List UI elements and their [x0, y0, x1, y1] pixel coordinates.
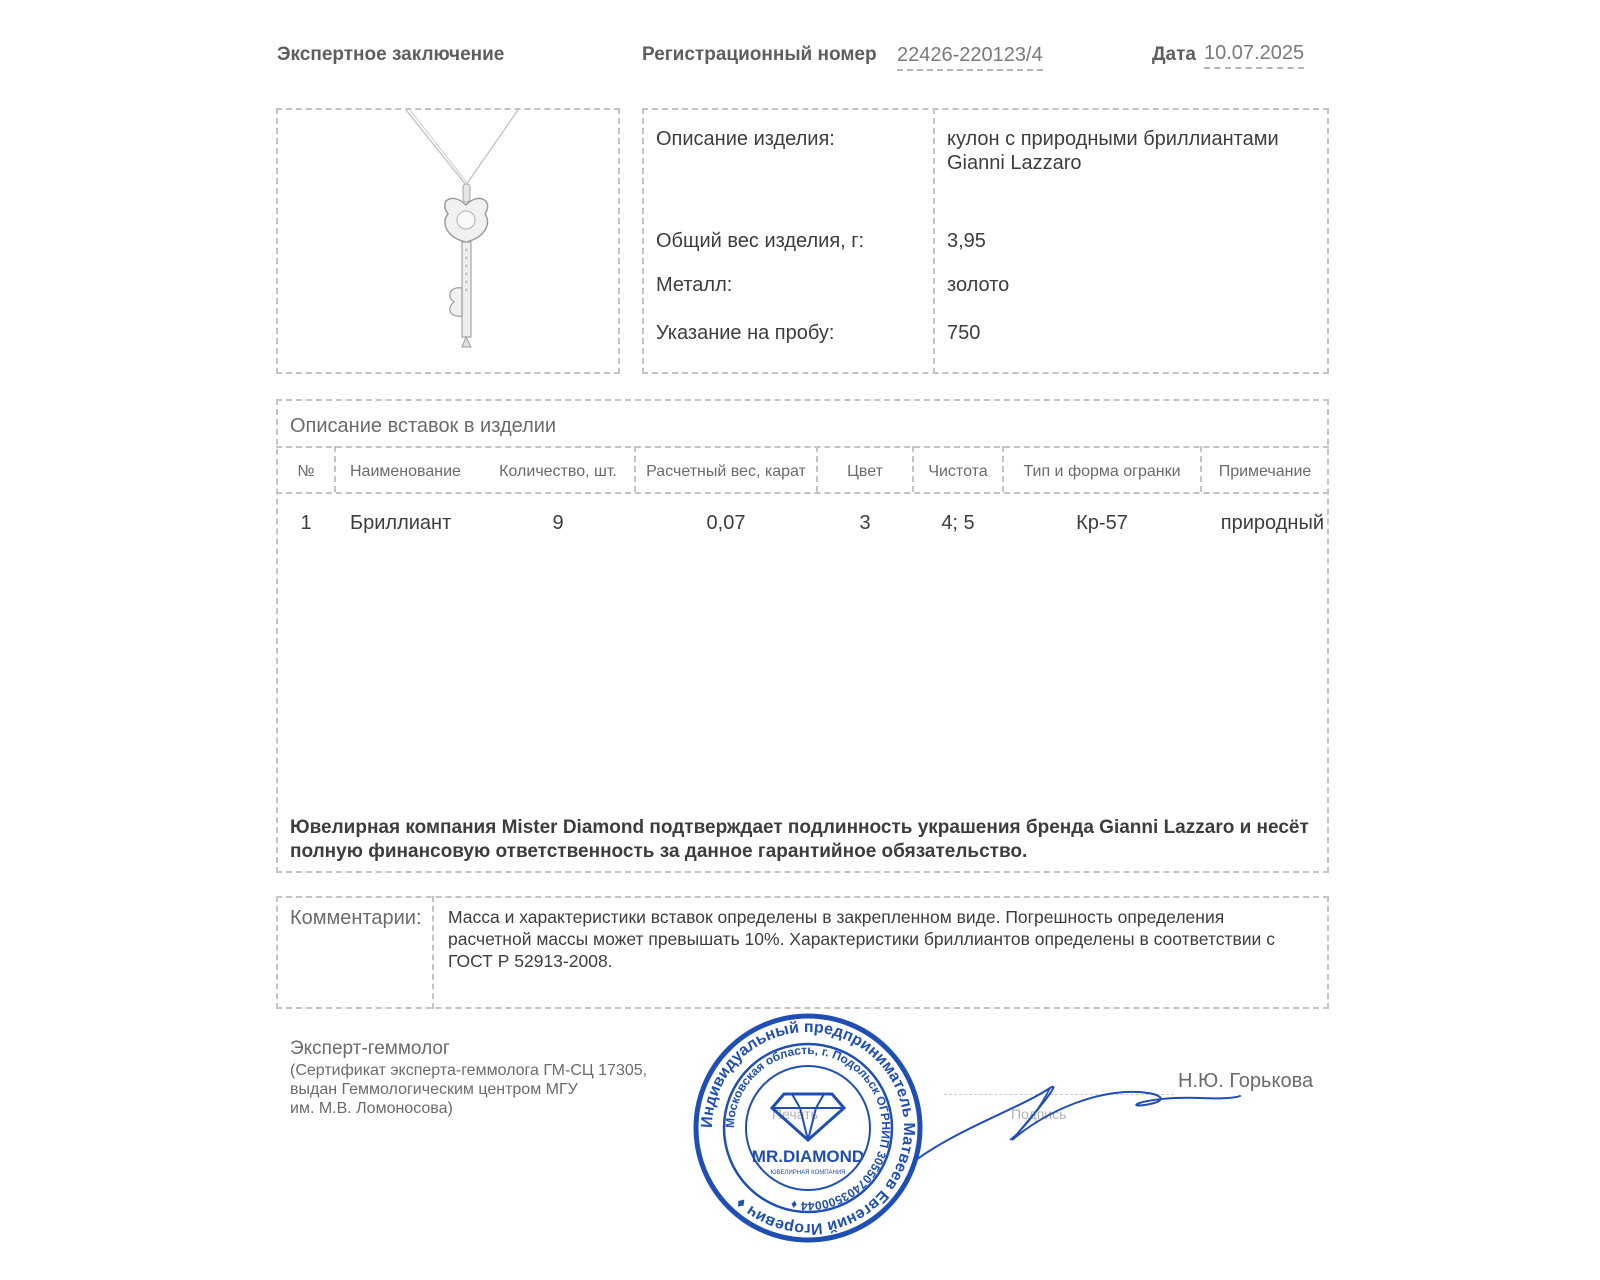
col-header-cut: Тип и форма огранки: [1023, 463, 1181, 480]
comments-label: Комментарии:: [290, 907, 422, 929]
signature-placeholder-label: Подпись: [1011, 1106, 1067, 1122]
description-value-line2: Gianni Lazzaro: [947, 152, 1082, 174]
description-value-line1: кулон с природными бриллиантами: [947, 128, 1279, 150]
cert-line1: (Сертификат эксперта-геммолога ГМ-СЦ 17305,: [290, 1062, 648, 1079]
col-header-color: Цвет: [847, 463, 883, 480]
stamp-placeholder-label: Печать: [772, 1106, 818, 1122]
weight-label: Общий вес изделия, г:: [656, 230, 865, 252]
weight-value: 3,95: [947, 230, 986, 252]
comments-line2: расчетной массы может превышать 10%. Характеристики бриллиантов определены в соответствии с: [448, 929, 1275, 949]
col-header-clarity: Чистота: [928, 463, 988, 480]
cert-line3: им. М.В. Ломоносова): [290, 1100, 453, 1117]
inserts-header-bottom-line: [276, 492, 1329, 494]
guarantee-line2: полную финансовую ответственность за данное гарантийное обязательство.: [290, 841, 1028, 862]
description-label: Описание изделия:: [656, 128, 835, 150]
metal-value: золото: [947, 274, 1010, 296]
row-name: Бриллиант: [350, 512, 452, 534]
guarantee-line1: Ювелирная компания Mister Diamond подтверждает подлинность украшения бренда Gianni Lazzaro и несёт: [290, 817, 1309, 838]
product-photo-box: [276, 108, 620, 374]
expert-title: Эксперт-геммолог: [290, 1038, 450, 1059]
cert-line2: выдан Геммологическим центром МГУ: [290, 1081, 578, 1098]
metal-label: Металл:: [656, 274, 733, 296]
row-cut: Кр-57: [1076, 512, 1128, 534]
row-note: природный: [1220, 512, 1324, 534]
row-quantity: 9: [552, 512, 564, 534]
probe-label: Указание на пробу:: [656, 322, 835, 344]
company-stamp: [692, 1012, 924, 1244]
expert-name: Н.Ю. Горькова: [1178, 1070, 1314, 1092]
inserts-title: Описание вставок в изделии: [290, 415, 557, 437]
item-info-divider: [933, 108, 935, 374]
date-value: 10.07.2025: [1204, 42, 1304, 69]
guarantee-statement: [290, 816, 1309, 864]
date-label: Дата: [1152, 44, 1196, 65]
row-color: 3: [859, 512, 871, 534]
pendant-key-image: [278, 110, 618, 372]
col-header-number: №: [297, 463, 315, 480]
col-header-weight: Расчетный вес, карат: [646, 463, 806, 480]
reg-number-value: 22426-220123/4: [897, 44, 1043, 71]
comments-line3: ГОСТ Р 52913-2008.: [448, 951, 613, 971]
comments-line1: Масса и характеристики вставок определены в закрепленном виде. Погрешность определения: [448, 907, 1225, 927]
stamp-inner-ring-text: Московская область, г. Подольск ОГРНИП 305507403500044 ♦: [722, 1042, 894, 1214]
col-header-note: Примечание: [1218, 463, 1312, 480]
stamp-brand-sub: ЮВЕЛИРНАЯ КОМПАНИЯ: [770, 1170, 846, 1176]
handwritten-signature: [900, 1068, 1250, 1168]
comments-divider: [432, 896, 434, 1009]
probe-value: 750: [947, 322, 981, 344]
row-weight: 0,07: [706, 512, 746, 534]
row-clarity: 4; 5: [941, 512, 975, 534]
diamond-logo-icon: [772, 1094, 844, 1140]
col-header-name: Наименование: [350, 463, 461, 480]
stamp-outer-ring-text: Индивидуальный предприниматель Матвеев Евгений Игоревич ♦: [698, 1018, 918, 1238]
inserts-header-top-line: [276, 446, 1329, 448]
col-header-quantity: Количество, шт.: [499, 463, 617, 480]
stamp-brand: MR.DIAMOND: [751, 1147, 865, 1166]
expert-certificate: [290, 1061, 647, 1118]
document-title: Экспертное заключение: [277, 44, 505, 65]
row-number: 1: [300, 512, 312, 534]
reg-number-label: Регистрационный номер: [642, 44, 877, 65]
comments-text: [448, 906, 1275, 972]
